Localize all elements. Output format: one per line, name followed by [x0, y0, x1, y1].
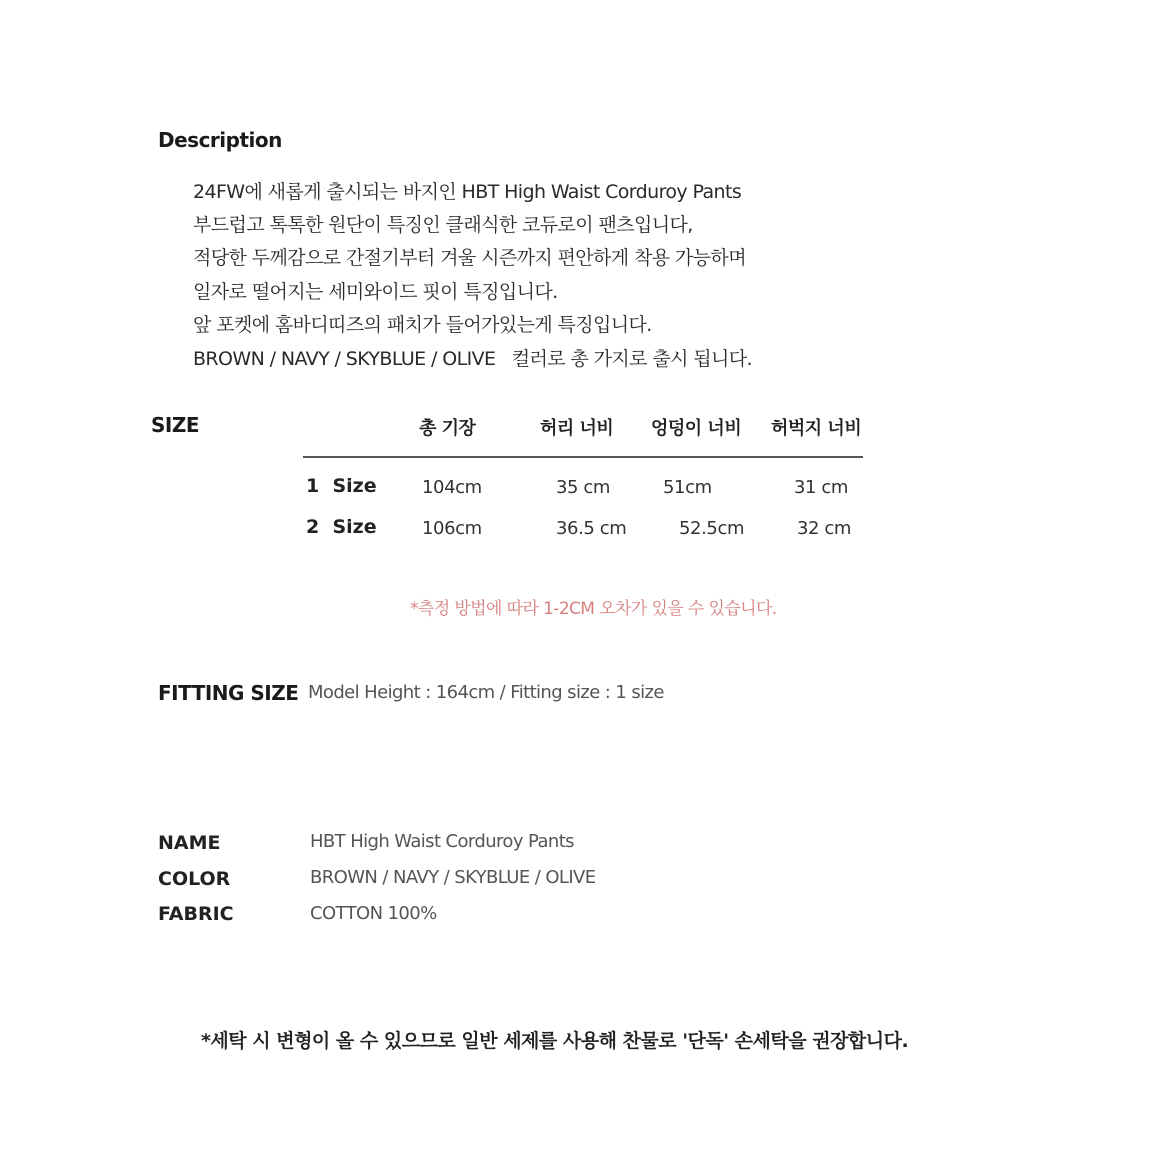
name-label: NAME: [158, 832, 221, 854]
washing-note: *세탁 시 변형이 올 수 있으므로 일반 세제를 사용해 찬물로 '단독' 손세탁을 권장합니다.: [201, 1030, 909, 1052]
color-value: BROWN / NAVY / SKYBLUE / OLIVE: [310, 867, 596, 888]
table-divider: [303, 456, 863, 458]
column-header-total-length: 총 기장: [419, 418, 476, 439]
column-header-thigh-width: 허벅지 너비: [771, 418, 862, 439]
cell-total-length: 106cm: [422, 518, 482, 539]
color-label: COLOR: [158, 868, 231, 890]
description-line-2: 부드럽고 톡톡한 원단이 특징인 클래식한 코듀로이 팬츠입니다,: [193, 214, 693, 236]
description-line-3: 적당한 두께감으로 간절기부터 겨울 시즌까지 편안하게 착용 가능하며: [193, 247, 746, 269]
fitting-size-value: Model Height : 164cm / Fitting size : 1 size: [308, 682, 664, 703]
cell-thigh-width: 32 cm: [797, 518, 852, 539]
measurement-note: *측정 방법에 따라 1-2CM 오차가 있을 수 있습니다.: [410, 599, 777, 619]
column-header-waist-width: 허리 너비: [540, 418, 614, 439]
name-value: HBT High Waist Corduroy Pants: [310, 831, 574, 852]
row-label-size-2: 2 Size: [306, 516, 377, 538]
column-header-hip-width: 엉덩이 너비: [651, 418, 742, 439]
cell-waist-width: 35 cm: [556, 477, 611, 498]
cell-hip-width: 51cm: [663, 477, 712, 498]
fabric-label: FABRIC: [158, 903, 234, 925]
cell-thigh-width: 31 cm: [794, 477, 849, 498]
description-line-1: 24FW에 새롭게 출시되는 바지인 HBT High Waist Corduroy Pants: [193, 181, 742, 203]
cell-waist-width: 36.5 cm: [556, 518, 627, 539]
fitting-size-heading: FITTING SIZE: [158, 681, 299, 705]
row-label-size-1: 1 Size: [306, 475, 377, 497]
cell-hip-width: 52.5cm: [679, 518, 745, 539]
cell-total-length: 104cm: [422, 477, 482, 498]
description-line-6: BROWN / NAVY / SKYBLUE / OLIVE 컬러로 총 가지로 출시 됩니다.: [193, 348, 752, 370]
description-line-4: 일자로 떨어지는 세미와이드 핏이 특징입니다.: [193, 281, 558, 303]
fabric-value: COTTON 100%: [310, 903, 437, 924]
description-line-5: 앞 포켓에 홈바디띠즈의 패치가 들어가있는게 특징입니다.: [193, 314, 652, 336]
description-heading: Description: [158, 128, 282, 152]
size-heading: SIZE: [151, 413, 200, 437]
